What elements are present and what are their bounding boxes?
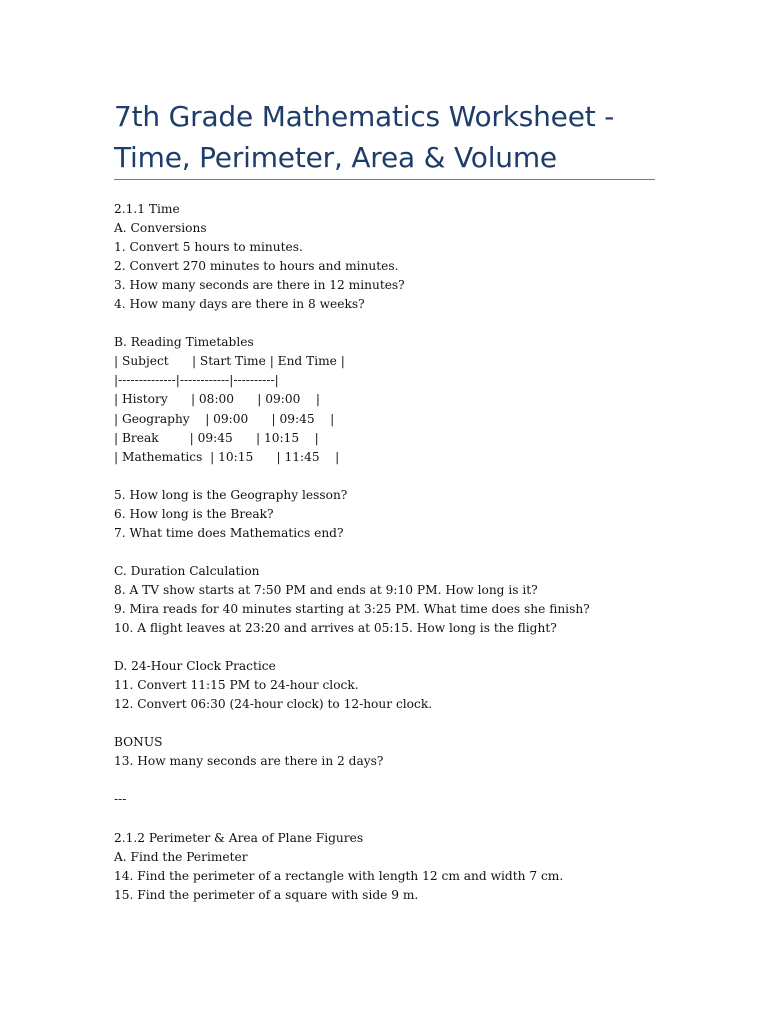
title-underline [114, 179, 655, 180]
worksheet-line: C. Duration Calculation [114, 563, 260, 578]
worksheet-line: 11. Convert 11:15 PM to 24-hour clock. [114, 678, 359, 693]
worksheet-line: 13. How many seconds are there in 2 days? [114, 754, 384, 769]
worksheet-line: 9. Mira reads for 40 minutes starting at 3:25 PM. What time does she finish? [114, 601, 590, 616]
worksheet-line: | Break | 09:45 | 10:15 | [114, 430, 319, 445]
worksheet-line: |--------------|------------|----------| [114, 373, 279, 388]
worksheet-line: D. 24-Hour Clock Practice [114, 659, 276, 674]
worksheet-line: 2. Convert 270 minutes to hours and minutes. [114, 259, 399, 274]
worksheet-line [114, 638, 674, 657]
worksheet-line [114, 543, 674, 562]
worksheet-line: 15. Find the perimeter of a square with side 9 m. [114, 887, 419, 902]
worksheet-line: 12. Convert 06:30 (24-hour clock) to 12-hour clock. [114, 697, 433, 712]
worksheet-line [114, 467, 674, 486]
worksheet-line: A. Find the Perimeter [114, 849, 248, 864]
title-line-2: Time, Perimeter, Area & Volume [114, 141, 557, 174]
page-title [114, 96, 659, 178]
worksheet-line: 7. What time does Mathematics end? [114, 525, 344, 540]
worksheet-line: | History | 08:00 | 09:00 | [114, 392, 321, 407]
worksheet-line [114, 714, 674, 733]
worksheet-line: 10. A flight leaves at 23:20 and arrives at 05:15. How long is the flight? [114, 621, 557, 636]
worksheet-line: | Geography | 09:00 | 09:45 | [114, 411, 335, 426]
worksheet-line: | Subject | Start Time | End Time | [114, 354, 345, 369]
worksheet-line [114, 771, 674, 790]
worksheet-line: BONUS [114, 735, 163, 750]
worksheet-line: 4. How many days are there in 8 weeks? [114, 297, 365, 312]
worksheet-line: 3. How many seconds are there in 12 minutes? [114, 278, 405, 293]
worksheet-line: 8. A TV show starts at 7:50 PM and ends at 9:10 PM. How long is it? [114, 582, 538, 597]
worksheet-line: --- [114, 792, 127, 807]
worksheet-body [114, 200, 674, 905]
title-line-1: 7th Grade Mathematics Worksheet - [114, 100, 615, 133]
worksheet-line: 2.1.2 Perimeter & Area of Plane Figures [114, 830, 364, 845]
worksheet-line: B. Reading Timetables [114, 335, 254, 350]
worksheet-line [114, 810, 674, 829]
worksheet-line: 2.1.1 Time [114, 202, 180, 216]
worksheet-line: 14. Find the perimeter of a rectangle with length 12 cm and width 7 cm. [114, 868, 564, 883]
worksheet-line: 6. How long is the Break? [114, 506, 274, 521]
worksheet-line: 1. Convert 5 hours to minutes. [114, 240, 303, 255]
worksheet-line [114, 314, 674, 333]
worksheet-line: A. Conversions [114, 221, 207, 236]
worksheet-line: 5. How long is the Geography lesson? [114, 487, 348, 502]
worksheet-line: | Mathematics | 10:15 | 11:45 | [114, 449, 340, 464]
